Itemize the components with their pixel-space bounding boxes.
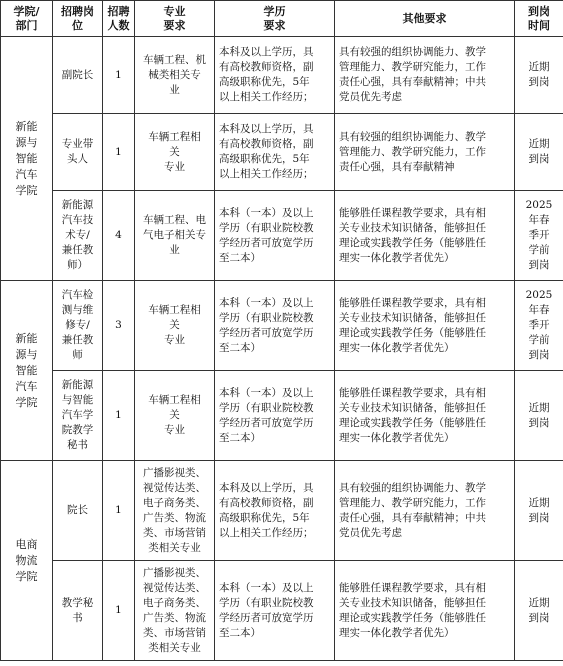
position-cell: 院长 bbox=[53, 461, 103, 561]
count-cell: 1 bbox=[103, 114, 135, 191]
other-cell: 具有较强的组织协调能力、教学 管理能力、教学研究能力，工作 责任心强，具有奉献精神；中共 党员优先考虑 bbox=[335, 37, 515, 114]
education-cell: 本科及以上学历，具 有高校教师资格，副 高级职称优先，5年 以上相关工作经历； bbox=[215, 114, 335, 191]
arrival-cell: 2025 年春 季开 学前 到岗 bbox=[515, 191, 563, 281]
education-cell: 本科（一本）及以上 学历（有职业院校教 学经历者可放宽学历 至二本） bbox=[215, 191, 335, 281]
arrival-cell: 近期 到岗 bbox=[515, 461, 563, 561]
table-row bbox=[1, 461, 563, 561]
count-cell: 1 bbox=[103, 37, 135, 114]
education-cell: 本科（一本）及以上 学历（有职业院校教 学经历者可放宽学历 至二本） bbox=[215, 371, 335, 461]
arrival-cell: 近期 到岗 bbox=[515, 114, 563, 191]
education-cell: 本科（一本）及以上 学历（有职业院校教 学经历者可放宽学历 至二本） bbox=[215, 561, 335, 661]
header-education: 学历 要求 bbox=[215, 1, 335, 37]
major-cell: 车辆工程、机 械类相关专 业 bbox=[135, 37, 215, 114]
header-row bbox=[1, 1, 563, 37]
other-cell: 具有较强的组织协调能力、教学 管理能力、教学研究能力，工作 责任心强，具有奉献精神；中共 党员优先考虑 bbox=[335, 461, 515, 561]
major-cell: 车辆工程相 关 专业 bbox=[135, 281, 215, 371]
count-cell: 1 bbox=[103, 461, 135, 561]
header-other: 其他要求 bbox=[335, 1, 515, 37]
education-cell: 本科（一本）及以上 学历（有职业院校教 学经历者可放宽学历 至二本） bbox=[215, 281, 335, 371]
count-cell: 3 bbox=[103, 281, 135, 371]
position-cell: 新能源 汽车技 术专/ 兼任教 师） bbox=[53, 191, 103, 281]
position-cell: 汽车检 测与维 修专/ 兼任教 师 bbox=[53, 281, 103, 371]
education-cell: 本科及以上学历，具 有高校教师资格，副 高级职称优先，5年 以上相关工作经历； bbox=[215, 461, 335, 561]
major-cell: 车辆工程相 关 专业 bbox=[135, 371, 215, 461]
dept-cell: 新能 源与 智能 汽车 学院 bbox=[1, 37, 53, 281]
header-dept: 学院/ 部门 bbox=[1, 1, 53, 37]
arrival-cell: 近期 到岗 bbox=[515, 561, 563, 661]
count-cell: 4 bbox=[103, 191, 135, 281]
education-cell: 本科及以上学历，具 有高校教师资格，副 高级职称优先，5年 以上相关工作经历； bbox=[215, 37, 335, 114]
other-cell: 能够胜任课程教学要求，具有相 关专业技术知识储备，能够担任 理论或实践教学任务（能够胜任 理实一体化教学者优先） bbox=[335, 281, 515, 371]
other-cell: 能够胜任课程教学要求，具有相 关专业技术知识储备，能够担任 理论或实践教学任务（能够胜任 理实一体化教学者优先） bbox=[335, 191, 515, 281]
position-cell: 副院长 bbox=[53, 37, 103, 114]
header-position: 招聘岗 位 bbox=[53, 1, 103, 37]
count-cell: 1 bbox=[103, 561, 135, 661]
position-cell: 专业带 头人 bbox=[53, 114, 103, 191]
arrival-cell: 近期 到岗 bbox=[515, 37, 563, 114]
table-row bbox=[1, 191, 563, 281]
other-cell: 能够胜任课程教学要求，具有相 关专业技术知识储备，能够担任 理论或实践教学任务（能够胜任 理实一体化教学者优先） bbox=[335, 561, 515, 661]
other-cell: 具有较强的组织协调能力、教学 管理能力、教学研究能力，工作 责任心强，具有奉献精神 bbox=[335, 114, 515, 191]
dept-cell: 新能 源与 智能 汽车 学院 bbox=[1, 281, 53, 461]
position-cell: 教学秘 书 bbox=[53, 561, 103, 661]
header-major: 专业 要求 bbox=[135, 1, 215, 37]
arrival-cell: 2025 年春 季开 学前 到岗 bbox=[515, 281, 563, 371]
other-cell: 能够胜任课程教学要求，具有相 关专业技术知识储备，能够担任 理论或实践教学任务（能够胜任 理实一体化教学者优先） bbox=[335, 371, 515, 461]
count-cell: 1 bbox=[103, 371, 135, 461]
header-arrival: 到岗 时间 bbox=[515, 1, 563, 37]
dept-cell: 电商 物流 学院 bbox=[1, 461, 53, 661]
major-cell: 广播影视类、 视觉传达类、 电子商务类、 广告类、物流 类、市场营销 类相关专业 bbox=[135, 561, 215, 661]
table-row bbox=[1, 561, 563, 661]
table-row bbox=[1, 281, 563, 371]
header-count: 招聘 人数 bbox=[103, 1, 135, 37]
table-row bbox=[1, 371, 563, 461]
major-cell: 广播影视类、 视觉传达类、 电子商务类、 广告类、物流 类、市场营销 类相关专业 bbox=[135, 461, 215, 561]
major-cell: 车辆工程、电 气电子相关专 业 bbox=[135, 191, 215, 281]
table-row bbox=[1, 37, 563, 114]
position-cell: 新能源 与智能 汽车学 院教学 秘书 bbox=[53, 371, 103, 461]
table-row bbox=[1, 114, 563, 191]
arrival-cell: 近期 到岗 bbox=[515, 371, 563, 461]
major-cell: 车辆工程相 关 专业 bbox=[135, 114, 215, 191]
